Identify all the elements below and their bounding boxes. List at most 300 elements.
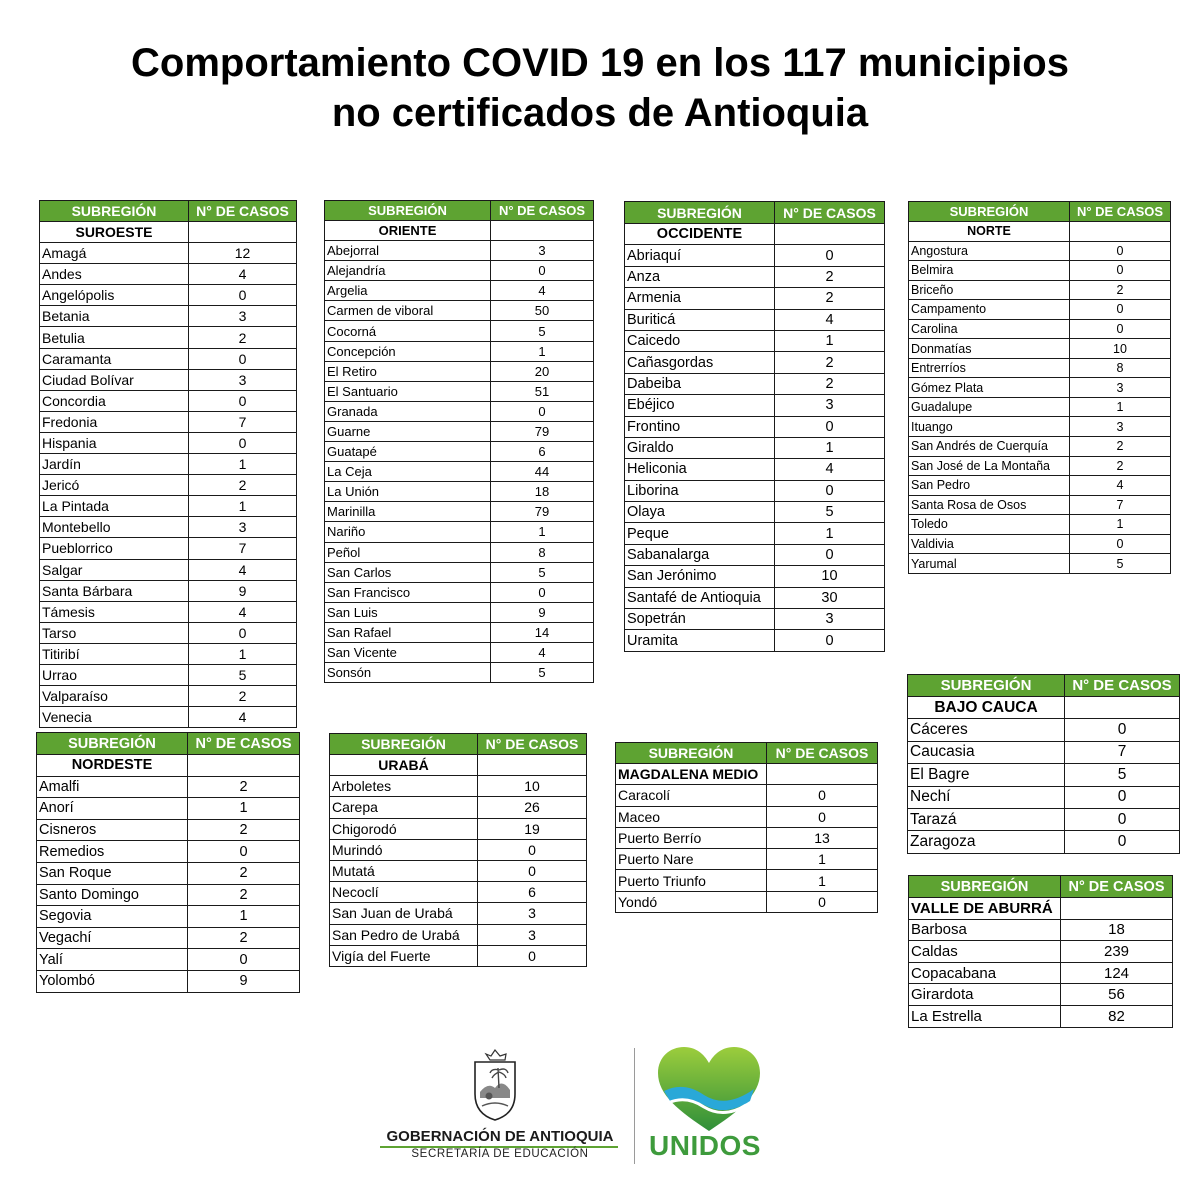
table-row: [908, 808, 1180, 830]
table-row: [909, 280, 1171, 300]
municipality-name: Concordia: [40, 390, 189, 411]
table-row: [40, 559, 297, 580]
case-count: 3: [775, 395, 885, 416]
municipality-name: Buriticá: [625, 309, 775, 330]
case-count: 12: [189, 243, 297, 264]
region-name-row: [330, 755, 587, 776]
table-row: [37, 884, 300, 906]
table-row: [37, 949, 300, 971]
case-count: 0: [1065, 786, 1180, 808]
case-count: 2: [1070, 437, 1171, 457]
municipality-name: Pueblorrico: [40, 538, 189, 559]
table-row: [909, 319, 1171, 339]
case-count: 3: [189, 306, 297, 327]
table-row: [909, 984, 1173, 1006]
case-count: 7: [1070, 495, 1171, 515]
case-count: 9: [491, 602, 594, 622]
municipality-name: Marinilla: [325, 502, 491, 522]
table-row: [909, 378, 1171, 398]
table-row: [330, 776, 587, 797]
municipality-name: Carepa: [330, 797, 478, 818]
case-count: 10: [775, 566, 885, 587]
column-header-subregion: SUBREGIÓN: [908, 675, 1065, 697]
municipality-name: Giraldo: [625, 437, 775, 458]
case-count: 7: [189, 411, 297, 432]
table-row: [330, 860, 587, 881]
table-row: [330, 882, 587, 903]
municipality-name: Valparaíso: [40, 686, 189, 707]
table-row: [625, 416, 885, 437]
table-header-row: [908, 675, 1180, 697]
table-row: [625, 630, 885, 651]
table-row: [40, 411, 297, 432]
municipality-name: Cocorná: [325, 321, 491, 341]
title-line-2: no certificados de Antioquia: [331, 91, 869, 135]
table-row: [325, 281, 594, 301]
municipality-name: Zaragoza: [908, 831, 1065, 853]
municipality-name: San Pedro: [909, 476, 1070, 496]
table-row: [40, 327, 297, 348]
region-name: VALLE DE ABURRÁ: [909, 898, 1061, 920]
column-header-cases: N° DE CASOS: [188, 733, 300, 755]
region-empty-cell: [189, 222, 297, 243]
municipality-name: Anorí: [37, 798, 188, 820]
table-row: [37, 776, 300, 798]
table-row: [40, 601, 297, 622]
municipality-name: Hispania: [40, 432, 189, 453]
case-count: 0: [189, 622, 297, 643]
municipality-name: Carolina: [909, 319, 1070, 339]
case-count: 19: [478, 818, 587, 839]
table-row: [625, 395, 885, 416]
table-row: [37, 819, 300, 841]
case-count: 8: [491, 542, 594, 562]
table-row: [40, 369, 297, 390]
municipality-name: Betulia: [40, 327, 189, 348]
footer-logos: [370, 1040, 790, 1170]
case-count: 2: [188, 862, 300, 884]
table-uraba: [329, 733, 587, 967]
municipality-name: Peque: [625, 523, 775, 544]
table-row: [325, 462, 594, 482]
table-row: [330, 818, 587, 839]
table-row: [330, 839, 587, 860]
case-count: 1: [491, 341, 594, 361]
case-count: 0: [189, 348, 297, 369]
table-row: [909, 241, 1171, 261]
gobernacion-name: GOBERNACIÓN DE ANTIOQUIA: [386, 1128, 614, 1145]
case-count: 4: [491, 281, 594, 301]
municipality-name: La Estrella: [909, 1005, 1061, 1027]
table-header-row: [625, 202, 885, 224]
municipality-name: Barbosa: [909, 919, 1061, 941]
municipality-name: Guatapé: [325, 442, 491, 462]
municipality-name: San Pedro de Urabá: [330, 924, 478, 945]
municipality-name: Ciudad Bolívar: [40, 369, 189, 390]
case-count: 1: [767, 870, 878, 891]
region-empty-cell: [491, 221, 594, 241]
municipality-name: Nariño: [325, 522, 491, 542]
case-count: 9: [188, 970, 300, 992]
municipality-name: Chigorodó: [330, 818, 478, 839]
case-count: 30: [775, 587, 885, 608]
municipality-name: Guadalupe: [909, 397, 1070, 417]
table-row: [909, 397, 1171, 417]
municipality-name: Yalí: [37, 949, 188, 971]
case-count: 7: [189, 538, 297, 559]
table-row: [37, 862, 300, 884]
municipality-name: Abejorral: [325, 241, 491, 261]
case-count: 0: [767, 785, 878, 806]
case-count: 10: [1070, 339, 1171, 359]
region-name-row: [37, 755, 300, 777]
table-row: [625, 587, 885, 608]
municipality-name: Peñol: [325, 542, 491, 562]
table-row: [40, 707, 297, 728]
municipality-name: Murindó: [330, 839, 478, 860]
case-count: 18: [491, 482, 594, 502]
table-header-row: [616, 743, 878, 764]
table-row: [325, 401, 594, 421]
case-count: 26: [478, 797, 587, 818]
municipality-name: Puerto Triunfo: [616, 870, 767, 891]
municipality-name: Olaya: [625, 502, 775, 523]
case-count: 2: [188, 776, 300, 798]
table-row: [625, 459, 885, 480]
table-row: [908, 764, 1180, 786]
case-count: 20: [491, 361, 594, 381]
municipality-name: Briceño: [909, 280, 1070, 300]
table-row: [325, 582, 594, 602]
region-name: BAJO CAUCA: [908, 697, 1065, 719]
table-header-row: [40, 201, 297, 222]
table-row: [40, 643, 297, 664]
table-row: [908, 741, 1180, 763]
table-row: [40, 580, 297, 601]
region-empty-cell: [478, 755, 587, 776]
municipality-name: Campamento: [909, 300, 1070, 320]
table-row: [40, 285, 297, 306]
table-row: [325, 442, 594, 462]
case-count: 0: [478, 945, 587, 966]
region-name: OCCIDENTE: [625, 224, 775, 245]
case-count: 5: [491, 663, 594, 683]
table-norte: [908, 201, 1171, 574]
table-row: [330, 945, 587, 966]
municipality-name: Caicedo: [625, 330, 775, 351]
column-header-cases: N° DE CASOS: [189, 201, 297, 222]
municipality-name: El Santuario: [325, 381, 491, 401]
antioquia-seal-icon: [470, 1048, 520, 1122]
region-empty-cell: [188, 755, 300, 777]
municipality-name: Remedios: [37, 841, 188, 863]
region-name-row: [40, 222, 297, 243]
table-row: [625, 330, 885, 351]
municipality-name: Arboletes: [330, 776, 478, 797]
municipality-name: Andes: [40, 264, 189, 285]
municipality-name: Puerto Berrío: [616, 827, 767, 848]
case-count: 79: [491, 502, 594, 522]
municipality-name: Carmen de viboral: [325, 301, 491, 321]
unidos-heart-icon: [654, 1045, 764, 1133]
table-row: [909, 962, 1173, 984]
region-name: URABÁ: [330, 755, 478, 776]
municipality-name: Titiribí: [40, 643, 189, 664]
case-count: 8: [1070, 358, 1171, 378]
table-row: [325, 663, 594, 683]
column-header-cases: N° DE CASOS: [1061, 876, 1173, 898]
case-count: 4: [189, 559, 297, 580]
municipality-name: Santa Rosa de Osos: [909, 495, 1070, 515]
case-count: 0: [1070, 534, 1171, 554]
municipality-name: Cáceres: [908, 719, 1065, 741]
municipality-name: Alejandría: [325, 261, 491, 281]
table-row: [625, 288, 885, 309]
municipality-name: Sopetrán: [625, 609, 775, 630]
municipality-name: Liborina: [625, 480, 775, 501]
municipality-name: Cañasgordas: [625, 352, 775, 373]
table-row: [40, 306, 297, 327]
case-count: 18: [1061, 919, 1173, 941]
table-row: [625, 309, 885, 330]
table-row: [325, 321, 594, 341]
table-row: [325, 381, 594, 401]
table-row: [40, 664, 297, 685]
case-count: 1: [491, 522, 594, 542]
table-row: [40, 622, 297, 643]
secretaria-name: SECRETARÍA DE EDUCACIÓN: [411, 1148, 589, 1160]
case-count: 10: [478, 776, 587, 797]
table-row: [908, 719, 1180, 741]
table-row: [325, 361, 594, 381]
column-header-subregion: SUBREGIÓN: [909, 876, 1061, 898]
table-row: [325, 241, 594, 261]
case-count: 3: [775, 609, 885, 630]
table-row: [325, 341, 594, 361]
table-header-row: [909, 202, 1171, 222]
municipality-name: Mutatá: [330, 860, 478, 881]
region-name: SUROESTE: [40, 222, 189, 243]
table-row: [37, 927, 300, 949]
municipality-name: Santo Domingo: [37, 884, 188, 906]
municipality-name: Fredonia: [40, 411, 189, 432]
region-empty-cell: [1070, 222, 1171, 242]
unidos-wordmark: UNIDOS: [649, 1130, 761, 1161]
case-count: 82: [1061, 1005, 1173, 1027]
table-row: [625, 266, 885, 287]
municipality-name: Armenia: [625, 288, 775, 309]
case-count: 1: [767, 849, 878, 870]
table-row: [40, 496, 297, 517]
table-row: [616, 849, 878, 870]
case-count: 2: [188, 884, 300, 906]
case-count: 5: [491, 321, 594, 341]
region-name-row: [909, 222, 1171, 242]
table-row: [325, 542, 594, 562]
municipality-name: Anza: [625, 266, 775, 287]
case-count: 0: [1070, 319, 1171, 339]
municipality-name: San Vicente: [325, 642, 491, 662]
municipality-name: Toledo: [909, 515, 1070, 535]
table-row: [325, 602, 594, 622]
column-header-cases: N° DE CASOS: [491, 201, 594, 221]
case-count: 3: [491, 241, 594, 261]
case-count: 9: [189, 580, 297, 601]
municipality-name: Santafé de Antioquia: [625, 587, 775, 608]
municipality-name: Caracolí: [616, 785, 767, 806]
municipality-name: Caldas: [909, 941, 1061, 963]
municipality-name: Donmatías: [909, 339, 1070, 359]
table-row: [325, 522, 594, 542]
column-header-subregion: SUBREGIÓN: [325, 201, 491, 221]
municipality-name: Santa Bárbara: [40, 580, 189, 601]
municipality-name: Betania: [40, 306, 189, 327]
table-row: [325, 622, 594, 642]
page-title: [0, 38, 1200, 138]
case-count: 0: [188, 949, 300, 971]
column-header-cases: N° DE CASOS: [1065, 675, 1180, 697]
table-oriente: [324, 200, 594, 683]
case-count: 6: [478, 882, 587, 903]
municipality-name: Yondó: [616, 891, 767, 912]
table-row: [909, 476, 1171, 496]
table-row: [909, 534, 1171, 554]
region-name-row: [616, 764, 878, 785]
case-count: 5: [491, 562, 594, 582]
municipality-name: Montebello: [40, 517, 189, 538]
municipality-name: Guarne: [325, 421, 491, 441]
logo-divider: [634, 1048, 635, 1164]
table-row: [625, 502, 885, 523]
case-count: 1: [189, 643, 297, 664]
case-count: 0: [1070, 261, 1171, 281]
table-row: [40, 243, 297, 264]
municipality-name: Vegachí: [37, 927, 188, 949]
table-row: [37, 970, 300, 992]
table-row: [325, 642, 594, 662]
municipality-name: Gómez Plata: [909, 378, 1070, 398]
table-row: [909, 919, 1173, 941]
case-count: 3: [189, 517, 297, 538]
municipality-name: Caucasia: [908, 741, 1065, 763]
case-count: 2: [188, 927, 300, 949]
case-count: 6: [491, 442, 594, 462]
municipality-name: Necoclí: [330, 882, 478, 903]
table-row: [40, 432, 297, 453]
municipality-name: San Luis: [325, 602, 491, 622]
table-row: [330, 797, 587, 818]
case-count: 0: [478, 860, 587, 881]
case-count: 44: [491, 462, 594, 482]
municipality-name: San Rafael: [325, 622, 491, 642]
case-count: 0: [491, 582, 594, 602]
municipality-name: Angelópolis: [40, 285, 189, 306]
column-header-subregion: SUBREGIÓN: [40, 201, 189, 222]
case-count: 50: [491, 301, 594, 321]
case-count: 4: [1070, 476, 1171, 496]
table-row: [616, 785, 878, 806]
table-row: [909, 1005, 1173, 1027]
table-row: [325, 482, 594, 502]
municipality-name: Ituango: [909, 417, 1070, 437]
municipality-name: Entrerríos: [909, 358, 1070, 378]
table-row: [625, 609, 885, 630]
municipality-name: La Ceja: [325, 462, 491, 482]
municipality-name: Vigía del Fuerte: [330, 945, 478, 966]
table-row: [909, 941, 1173, 963]
case-count: 4: [189, 707, 297, 728]
municipality-name: Támesis: [40, 601, 189, 622]
case-count: 1: [189, 496, 297, 517]
municipality-name: Amalfi: [37, 776, 188, 798]
case-count: 14: [491, 622, 594, 642]
column-header-subregion: SUBREGIÓN: [625, 202, 775, 224]
case-count: 5: [1065, 764, 1180, 786]
municipality-name: Caramanta: [40, 348, 189, 369]
case-count: 0: [767, 806, 878, 827]
municipality-name: Sonsón: [325, 663, 491, 683]
municipality-name: Tarso: [40, 622, 189, 643]
case-count: 13: [767, 827, 878, 848]
municipality-name: San Roque: [37, 862, 188, 884]
municipality-name: Belmira: [909, 261, 1070, 281]
case-count: 79: [491, 421, 594, 441]
table-row: [625, 352, 885, 373]
municipality-name: San Francisco: [325, 582, 491, 602]
case-count: 0: [775, 480, 885, 501]
municipality-name: El Bagre: [908, 764, 1065, 786]
case-count: 5: [775, 502, 885, 523]
table-row: [625, 566, 885, 587]
table-row: [909, 339, 1171, 359]
table-row: [40, 538, 297, 559]
column-header-subregion: SUBREGIÓN: [37, 733, 188, 755]
case-count: 2: [775, 373, 885, 394]
case-count: 0: [1065, 719, 1180, 741]
region-name-row: [325, 221, 594, 241]
table-row: [40, 475, 297, 496]
case-count: 4: [775, 309, 885, 330]
column-header-subregion: SUBREGIÓN: [330, 734, 478, 755]
case-count: 1: [188, 906, 300, 928]
table-suroeste: [39, 200, 297, 728]
case-count: 0: [1070, 241, 1171, 261]
table-row: [40, 454, 297, 475]
case-count: 1: [1070, 515, 1171, 535]
region-empty-cell: [1061, 898, 1173, 920]
table-row: [909, 437, 1171, 457]
case-count: 1: [775, 523, 885, 544]
case-count: 239: [1061, 941, 1173, 963]
table-row: [909, 554, 1171, 574]
table-row: [909, 261, 1171, 281]
table-row: [625, 480, 885, 501]
case-count: 51: [491, 381, 594, 401]
case-count: 2: [189, 327, 297, 348]
municipality-name: San Juan de Urabá: [330, 903, 478, 924]
case-count: 1: [775, 330, 885, 351]
region-empty-cell: [767, 764, 878, 785]
region-name-row: [909, 898, 1173, 920]
table-magdalena: [615, 742, 878, 913]
case-count: 0: [1065, 808, 1180, 830]
municipality-name: Copacabana: [909, 962, 1061, 984]
municipality-name: San Jerónimo: [625, 566, 775, 587]
municipality-name: Maceo: [616, 806, 767, 827]
case-count: 0: [188, 841, 300, 863]
case-count: 2: [775, 266, 885, 287]
case-count: 1: [188, 798, 300, 820]
